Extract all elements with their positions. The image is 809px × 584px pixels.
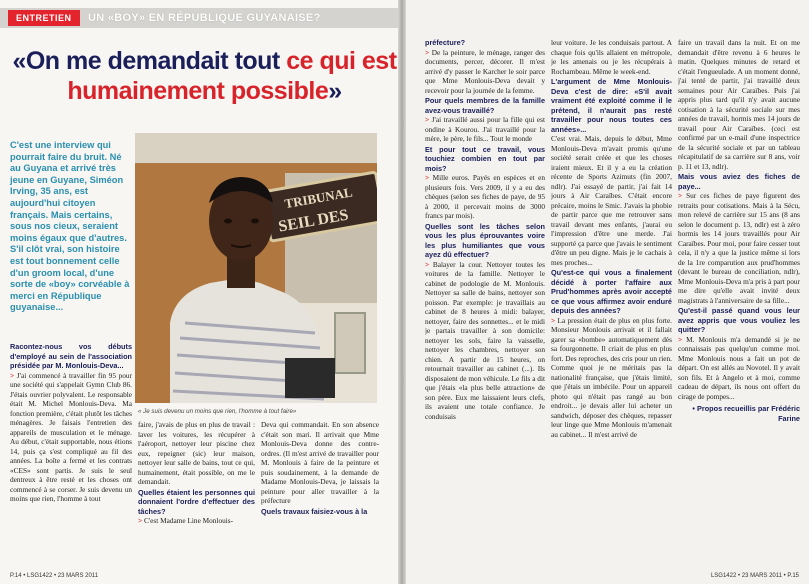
section-header-title: UN «BOY» EN RÉPUBLIQUE GUYANAISE? bbox=[88, 12, 321, 24]
question-text: Qu'est-il passé quand vous leur avez appris que vous vouliez les quitter? bbox=[678, 306, 800, 334]
column-b bbox=[138, 420, 255, 568]
answer-text: Sur ces fiches de paye figurent des retraits pour cotisations. Mais à la Sécu, mon relevé de carrière sur 15 ans (8 ans selon le document p. 13, ndlr) est à zéro hormis les 14 jours travaillés pour Air Caraïbes. Pour moi, pour faire cesser tout cela, il n'y a que la justice même si lors de la 1re comparution aux prud'hommes (devant le bureau de conciliation, ndlr), Mme Monlouis-Deva m'a pris à part pour me dire qu'elle avait invité deux magistrats à l'anniversaire de sa fille... bbox=[678, 191, 800, 305]
right-page bbox=[403, 0, 809, 584]
body-paragraph: faire, j'avais de plus en plus de travail : laver les voitures, les récupérer à l'aéroport, nettoyer leur piscine chez eux, repeigner (sic) leur maison, nettoyer leur salle de bains, tout ce qui, humainement, était possible, on me le demandait. bbox=[138, 420, 255, 486]
answer-arrow-icon: > bbox=[425, 115, 432, 124]
answer-paragraph bbox=[425, 48, 545, 96]
question-text: Mais vous aviez des fiches de paye... bbox=[678, 172, 800, 191]
body-paragraph: leur voiture. Je les conduisais partout. A chaque fois qu'ils allaient en métropole, je les amenais ou je les récupérais à Rochambeau. Même le week-end. bbox=[551, 38, 672, 76]
byline: • Propos recueillis par Frédéric Farine bbox=[692, 404, 800, 423]
question-text: Et pour tout ce travail, vous touchiez combien en tout par mois? bbox=[425, 144, 545, 173]
answer-text: Mille euros. Payés en espèces et en plusieurs fois. Vers 2009, il y a eu des chèques (selon ses fiches de paye, de 95 à 2000, il percevait moins de 3000 francs par mois). bbox=[425, 173, 545, 220]
headline bbox=[12, 46, 397, 106]
body-paragraph: faire un travail dans la nuit. Et on me demandait d'être revenu à 6 heures le matin. Quelques minutes de retard et c'était l'engueulade. A un moment donné, j'ai tenté de partir, j'ai travaillé deux semaines pour Air Caraïbes. Puis j'ai appris plus tard qu'il n'y avait aucune cotisation à la sécurité sociale sur mes années de travail, hormis mes 14 jours de travail pour Air Caraïbes. (ceci est confirmé par un e-mail d'une inspectrice de la sécurité sociale et par un tableau récapitulatif de sa carrière sur 8 ans, voir p. 11 et 13, ndlr). bbox=[678, 38, 800, 171]
answer-arrow-icon: > bbox=[678, 191, 687, 200]
question-text: Pour quels membres de la famille avez-vous travaillé? bbox=[425, 96, 545, 115]
question-text: Quels travaux faisiez-vous à la bbox=[261, 506, 368, 516]
folio-right: LSG1422 • 23 MARS 2011 • P.15 bbox=[710, 573, 799, 579]
answer-paragraph bbox=[551, 316, 672, 440]
question-text: Quelles sont les tâches selon vous les plus éprouvantes voire les plus humiliantes que vous ayez dû effectuer? bbox=[425, 221, 545, 259]
answer-arrow-icon: > bbox=[425, 173, 433, 182]
answer-text: J'ai commencé à travailler fin 95 pour une société qui s'appelait Gymn Club 86. J'étais ouvrier polyvalent. Le responsable était M. Michel Monlouis-Deva. Ma fonction première, c'était plutôt les tâches ménagères. Je faisais l'entretien des appareils de musculation et le ménage. Au début, c'était supportable, nous étions 14, puis ça s'est compliqué au fil des années. La boîte a fermé et les contrats «CES» sont partis. Je suis le seul dentreux à être resté et les choses ont commencé à se corser. Je suis devenu un moins que rien, l'homme à tout bbox=[10, 370, 132, 503]
question-text: L'argument de Mme Monlouis-Deva c'est de dire: «S'il avait vraiment été exploité comme il le prétend, il n'aurait pas resté travailler pour nous toutes ces années»... bbox=[551, 77, 672, 134]
answer-text: Balayer la cour. Nettoyer toutes les voitures de la famille. Nettoyer le cabinet de podologie de M. Monlouis. Nettoyer sa salle de bains, nettoyer son poisson. Par exemple: je travaillais au cabinet de 8 heures à midi: balayer, nettoyer, faire des sonnettes... et le midi je partais travailler à son domicile: nettoyer les sols, faire la vaisselle, nettoyer les chambres, nettoyer son chien. A partir de 15 heures, on retournait travailler au cabinet (...). Ils disposaient de mon véhicule. Le fils a dit que j'étais «la plus belle attraction» de son père. Eux me laissaient leurs clefs, ils avaient une totale confiance. Je conduisais bbox=[425, 259, 545, 421]
answer-arrow-icon: > bbox=[425, 47, 432, 57]
column-d bbox=[425, 38, 545, 568]
column-e bbox=[551, 38, 672, 568]
answer-paragraph bbox=[425, 260, 545, 422]
column-a bbox=[10, 342, 132, 568]
folio-left: P.14 • LSG1422 • 23 MARS 2011 bbox=[10, 573, 99, 579]
answer-paragraph bbox=[678, 335, 800, 402]
answer-paragraph bbox=[138, 516, 255, 526]
left-page bbox=[0, 0, 400, 584]
answer-arrow-icon: > bbox=[10, 370, 17, 380]
lead-paragraph: C'est une interview qui pourrait faire du bruit. Né au Guyana et arrivé très jeune en Guyane, Siméon Irving, 35 ans, est aujourd'hui citoyen français. Mais certains, sous nos cieux, seraient moins égaux que d'autres. S'il clôt vrai, son histoire est tout bonnement celle d'un groom local, d'une sorte de «boy» corvéable à merci en République guyanaise... bbox=[10, 140, 130, 313]
answer-arrow-icon: > bbox=[138, 516, 144, 525]
answer-paragraph bbox=[425, 115, 545, 144]
answer-arrow-icon: > bbox=[551, 315, 558, 325]
column-f bbox=[678, 38, 800, 568]
portrait-illustration bbox=[135, 133, 377, 403]
answer-text: De la peinture, le ménage, ranger des documents, percer, décorer. Il m'est arrivé d'y passer le Karcher le soir parce que Mme Monlouis-Deva devait y recevoir pour la journée de la femme. bbox=[425, 47, 545, 95]
column-c bbox=[261, 420, 379, 568]
answer-arrow-icon: > bbox=[678, 334, 687, 344]
answer-paragraph bbox=[678, 191, 800, 305]
answer-paragraph bbox=[10, 371, 132, 504]
page-gutter bbox=[398, 0, 406, 584]
question-text: Racontez-nous vos débuts d'employé au sein de l'association présidée par M. Monlouis-Deva... bbox=[10, 342, 132, 370]
question-text: Quelles étaient les personnes qui donnaient l'ordre d'effectuer des tâches? bbox=[138, 487, 255, 516]
sign-text-2: SEIL DES bbox=[277, 206, 350, 236]
answer-text: La pression était de plus en plus forte. Monsieur Monlouis arrivait et il fallait garer sa «bombe» automatiquement dès sa fourgonnette. Il criait de plus en plus fort. Des reproches, des cris pour un rien. Comme quoi je ne méritais pas la nationalité française, que j'étais limité, que j'étais un imbécile. Pour un appareil photo qui n'était pas rangé au bon endroit... je devais aller lui acheter un sandwich, déposer des chèques, repasser leur linge que Mme Monlouis m'amenait au cabinet... Il m'est arrivé de bbox=[551, 315, 672, 439]
headline-part1: «On me demandait tout bbox=[12, 47, 287, 75]
answer-text: M. Monlouis m'a demandé si je ne connaissais pas quelqu'un comme moi. Mme Monlouis nous a fait un pot de départ. On est allés au Novotel. Il y avait son fils. Et à Angelo et à moi, comme cadeau de départ, ils nous ont offert du cirage de pompes... bbox=[678, 334, 800, 401]
sign-text-1: TRIBUNAL bbox=[283, 184, 354, 212]
photo-caption: « Je suis devenu un moins que rien, l'homme à tout faire» bbox=[138, 408, 297, 415]
body-paragraph: Deva qui commandait. En son absence c'était son mari. Il arrivait que Mme Monlouis-Deva donne des contre-ordres. (Il m'est arrivé de travailler pour M. Monlouis à faire de la peinture et puis soudainement, à la demande de Madame Monlouis-Deva, je laissais la peinture pour aller travailler à la préfecture bbox=[261, 420, 379, 505]
answer-arrow-icon: > bbox=[425, 259, 433, 269]
answer-paragraph bbox=[425, 173, 545, 221]
headline-part3: » bbox=[328, 77, 342, 105]
section-tag: ENTRETIEN bbox=[8, 10, 80, 26]
answer-text: C'est Madame Line Monlouis- bbox=[143, 516, 234, 525]
body-paragraph: C'est vrai. Mais, depuis le début, Mme Monlouis-Deva m'avait promis qu'une société serait créée et que les choses iraient mieux. Et il y a eu la création récente de Sports Azimuts (fin 2007, ndlr). J'ai essayé de partir, j'ai fait 14 jours à Air Caraïbes. C'était encore précaire, moins le Smic. J'avais la phobie de partir parce que me retrouver sans travail devant mes enfants, j'aurai eu l'impression d'être une merde. J'ai supporté ça parce que j'avais le sentiment d'être un peu digne. Mais je le cachais à mes proches... bbox=[551, 134, 672, 267]
portrait-photo bbox=[135, 133, 377, 403]
headline-part2: ce qui est humainement possible bbox=[67, 47, 397, 105]
answer-text: J'ai travaillé aussi pour la fille qui est ondine à Kourou. J'ai travaillé pour la mère, le père, le fils... Tout le monde bbox=[425, 115, 545, 143]
question-text: Qu'est-ce qui vous a finalement décidé à porter l'affaire aux Prud'hommes après avoir accepté ce que vous affirmez avoir enduré depuis des années? bbox=[551, 268, 672, 315]
question-text: préfecture? bbox=[425, 38, 466, 47]
